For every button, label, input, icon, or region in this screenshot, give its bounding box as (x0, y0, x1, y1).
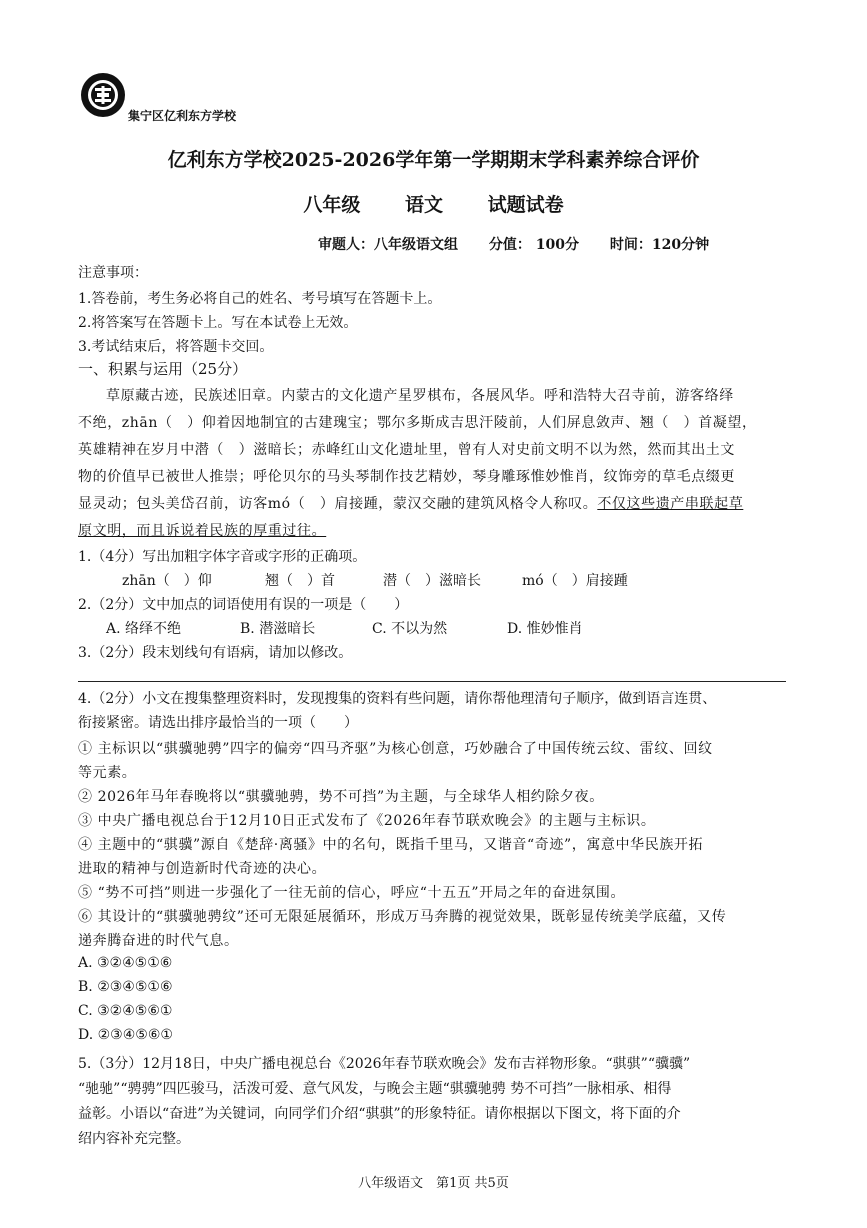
q5-stem: “驰驰”“骋骋”四匹骏马，活泼可爱、意气风发，与晚会主题“骐骥驰骋 势不可挡”一脉相承、相得 (78, 1081, 672, 1097)
q1-item: 翘（ ）首 (265, 573, 335, 589)
underlined-sentence: 原文明，而且诉说着民族的厚重过往。 (78, 523, 327, 539)
q4-sentence: 等元素。 (78, 765, 137, 781)
subject-label: 语文 (404, 194, 443, 216)
passage-line: 英雄精神在岁月中潜（ ）滋暗长；赤峰红山文化遗址里，曾有人对史前文明不以为然，然而其出土文 (78, 442, 735, 458)
q5-stem: 益彰。小语以“奋进”为关键词，向同学们介绍“骐骐”的形象特征。请你根据以下图文，将下面的介 (78, 1106, 681, 1122)
q4-sentence: ⑤ “势不可挡”则进一步强化了一往无前的信心，呼应“十五五”开局之年的奋进氛围。 (78, 885, 626, 901)
time: 时间：120分钟 (609, 237, 710, 253)
q4-sentence: ⑥ 其设计的“骐骥驰骋纹”还可无限延展循环，形成万马奔腾的视觉效果，既彰显传统美学底蕴，又传 (78, 909, 727, 925)
school-name: 集宁区亿利东方学校 (128, 109, 237, 123)
q1-item: 潜（ ）滋暗长 (383, 573, 481, 589)
q3-stem: 3.（2分）段末划线句有语病，请加以修改。 (78, 645, 353, 661)
exam-subtitle (0, 190, 867, 217)
answer-line (78, 681, 786, 682)
passage-line: 物的价值早已被世人推崇；呼伦贝尔的马头琴制作技艺精妙，琴身雕琢惟妙惟肖，纹饰旁的草毛点缀更 (78, 469, 735, 485)
exam-title: 亿利东方学校2025-2026学年第一学期期末学科素养综合评价 (167, 149, 700, 171)
passage-line: 草原藏古迹，民族述旧章。内蒙古的文化遗产星罗棋布，各展风华。呼和浩特大召寺前，游客络绎 (106, 388, 734, 404)
reviewer: 审题人：八年级语文组 (318, 237, 458, 253)
q4-sentence: 进取的精神与创造新时代奇迹的决心。 (78, 861, 327, 877)
passage-line: 不绝，zhān（ ）仰着因地制宜的古建瑰宝；鄂尔多斯成吉思汗陵前，人们屏息敛声、翘（ ）首凝望， (78, 415, 757, 431)
q4-sentence: ① 主标识以“骐骥驰骋”四字的偏旁“四马齐驱”为核心创意，巧妙融合了中国传统云纹、雷纹、回纹 (78, 741, 713, 757)
q4-option: B. ②③④⑤①⑥ (78, 979, 173, 995)
underlined-sentence: 不仅这些遗产串联起草 (597, 496, 744, 512)
q5-stem: 5.（3分）12月18日，中央广播电视总台《2026年春节联欢晚会》发布吉祥物形象。“骐骐”“骥骥” (78, 1056, 691, 1072)
q2-option: A. 络绎不绝 (106, 621, 182, 637)
grade-label: 八年级 (303, 194, 361, 216)
q4-sentence: ② 2026年马年春晚将以“骐骥驰骋，势不可挡”为主题，与全球华人相约除夕夜。 (78, 789, 604, 805)
passage-line (78, 520, 326, 540)
note-item: 1.答卷前，考生务必将自己的姓名、考号填写在答题卡上。 (78, 291, 442, 307)
q2-option: B. 潜滋暗长 (240, 621, 316, 637)
score: 分值： 100分 (488, 237, 579, 253)
note-item: 3.考试结束后，将答题卡交回。 (78, 339, 274, 355)
q1-item: zhān（ ）仰 (122, 573, 212, 589)
q4-stem: 4.（2分）小文在搜集整理资料时，发现搜集的资料有些问题，请你帮他理清句子顺序，做到语言连贯、 (78, 691, 717, 707)
note-item: 2.将答案写在答题卡上。写在本试卷上无效。 (78, 315, 358, 331)
q2-option: C. 不以为然 (372, 621, 448, 637)
q5-stem: 绍内容补充完整。 (78, 1131, 190, 1147)
q4-sentence: ④ 主题中的“骐骥”源自《楚辞·离骚》中的名句，既指千里马，又谐音“奇迹”，寓意中华民族开拓 (78, 837, 704, 853)
q1-item: mó（ ）肩接踵 (522, 573, 628, 589)
q4-sentence: ③ 中央广播电视总台于12月10日正式发布了《2026年春节联欢晚会》的主题与主标识。 (78, 813, 656, 829)
q1-stem: 1.（4分）写出加粗字体字音或字形的正确项。 (78, 549, 367, 565)
q4-option: A. ③②④⑤①⑥ (78, 955, 173, 971)
q4-sentence: 递奔腾奋进的时代气息。 (78, 933, 239, 949)
q4-stem: 衔接紧密。请选出排序最恰当的一项（ ） (78, 715, 358, 731)
passage-line (78, 493, 743, 513)
page-footer: 八年级语文 第1页 共5页 (358, 1176, 509, 1191)
passage-text: 显灵动；包头美岱召前，访客mó（ ）肩接踵，蒙汉交融的建筑风格令人称叹。 (78, 496, 598, 512)
section-heading: 一、积累与运用（25分） (78, 360, 248, 378)
notes-heading: 注意事项： (78, 265, 148, 281)
q4-option: D. ②③④⑤⑥① (78, 1027, 173, 1043)
paper-label: 试题试卷 (487, 194, 564, 216)
q2-option: D. 惟妙惟肖 (507, 621, 583, 637)
q4-option: C. ③②④⑤⑥① (78, 1003, 173, 1019)
q2-stem: 2.（2分）文中加点的词语使用有误的一项是（ ） (78, 597, 409, 613)
school-logo-icon (80, 72, 126, 118)
exam-meta (318, 234, 735, 254)
